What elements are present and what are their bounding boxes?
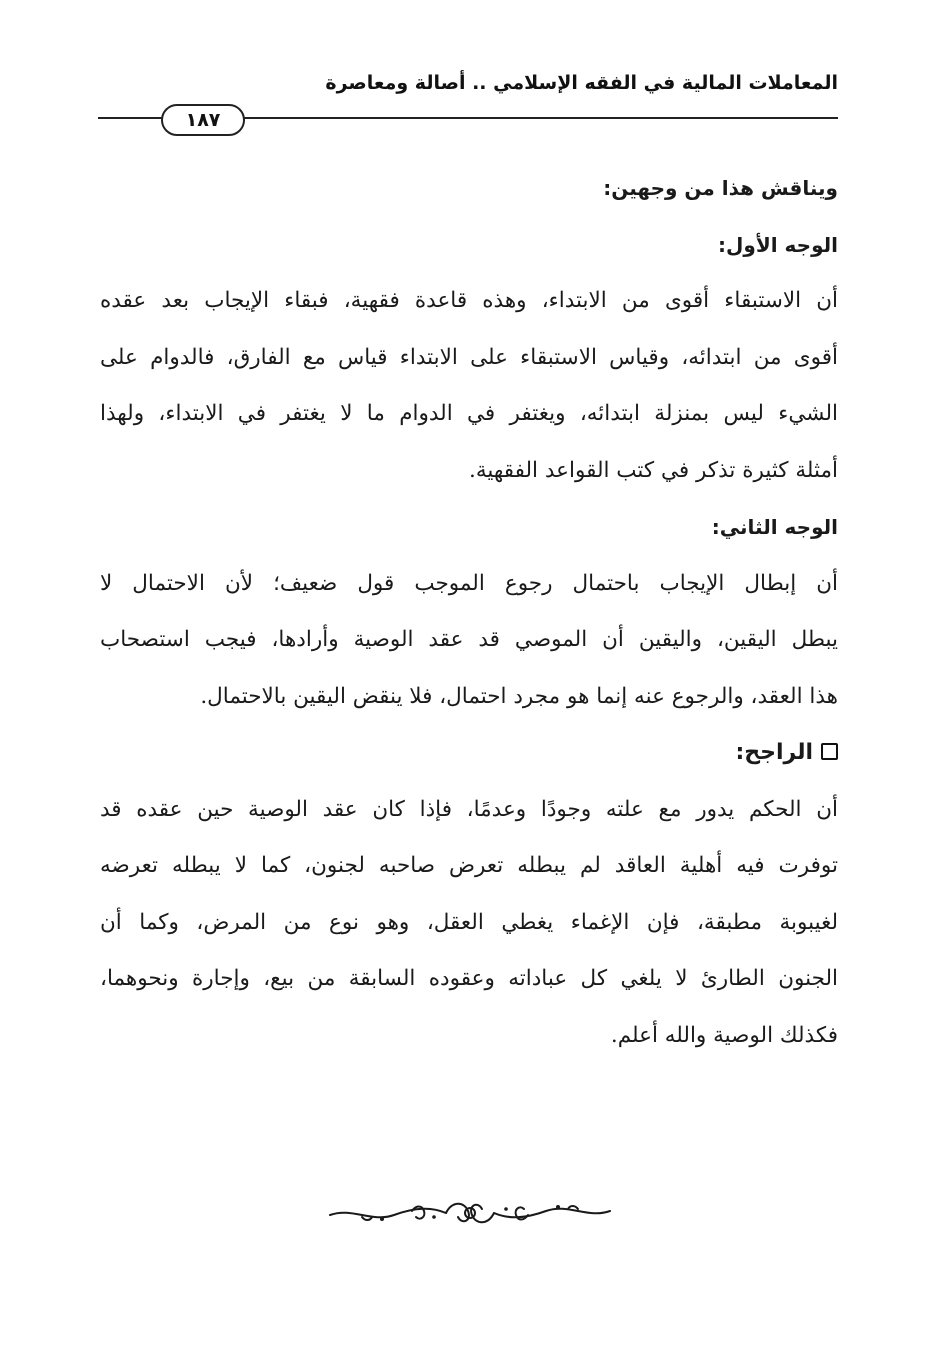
paragraph-line: لغيبوبة مطبقة، فإن الإغماء يغطي العقل، وهو نوع من المرض، وكما أن: [100, 909, 838, 935]
checkbox-icon: [821, 743, 838, 760]
paragraph-line: أن الاستبقاء أقوى من الابتداء، وهذه قاعدة فقهية، فبقاء الإيجاب بعد عقده: [100, 288, 838, 313]
paragraph-line: أن إبطال الإيجاب باحتمال رجوع الموجب قول ضعيف؛ لأن الاحتمال لا: [100, 570, 838, 596]
paragraph-line: أن الحكم يدور مع علته وجودًا وعدمًا، فإذا كان عقد الوصية حين عقده قد: [100, 796, 838, 822]
first-aspect-heading: الوجه الأول:: [718, 232, 838, 257]
page-number: ١٨٧: [161, 104, 245, 136]
paragraph-line: توفرت فيه أهلية العاقد لم يبطله تعرض صاحبه لجنون، كما لا يبطله تعرضه: [100, 853, 838, 878]
preferred-heading-label: الراجح:: [735, 740, 813, 765]
second-aspect-heading: الوجه الثاني:: [711, 515, 838, 539]
paragraph-line: فكذلك الوصية والله أعلم.: [610, 1022, 838, 1048]
paragraph-line: أمثلة كثيرة تذكر في كتب القواعد الفقهية.: [469, 457, 838, 483]
decorative-flourish-icon: [322, 1193, 618, 1233]
running-header-title: المعاملات المالية في الفقه الإسلامي .. أصالة ومعاصرة: [325, 72, 838, 94]
body-text: [100, 160, 838, 1064]
paragraph-line: الشيء ليس بمنزلة ابتدائه، ويغتفر في الدوام ما لا يغتفر في الابتداء، ولهذا: [100, 401, 838, 426]
preferred-heading: [100, 725, 838, 782]
paragraph-line: هذا العقد، والرجوع عنه إنما هو مجرد احتمال، فلا ينقض اليقين بالاحتمال.: [200, 683, 838, 709]
paragraph-line: أقوى من ابتدائه، وقياس الاستبقاء على الابتداء قياس مع الفارق، فالدوام على: [100, 344, 838, 370]
paragraph-line: الجنون الطارئ لا يلغي كل عباداته وعقوده السابقة من بيع، وإجارة ونحوهما،: [100, 966, 838, 991]
paragraph-line: يبطل اليقين، واليقين أن الموصي قد عقد الوصية وأرادها، فيجب استصحاب: [100, 627, 838, 652]
intro-heading: ويناقش هذا من وجهين:: [603, 176, 838, 200]
